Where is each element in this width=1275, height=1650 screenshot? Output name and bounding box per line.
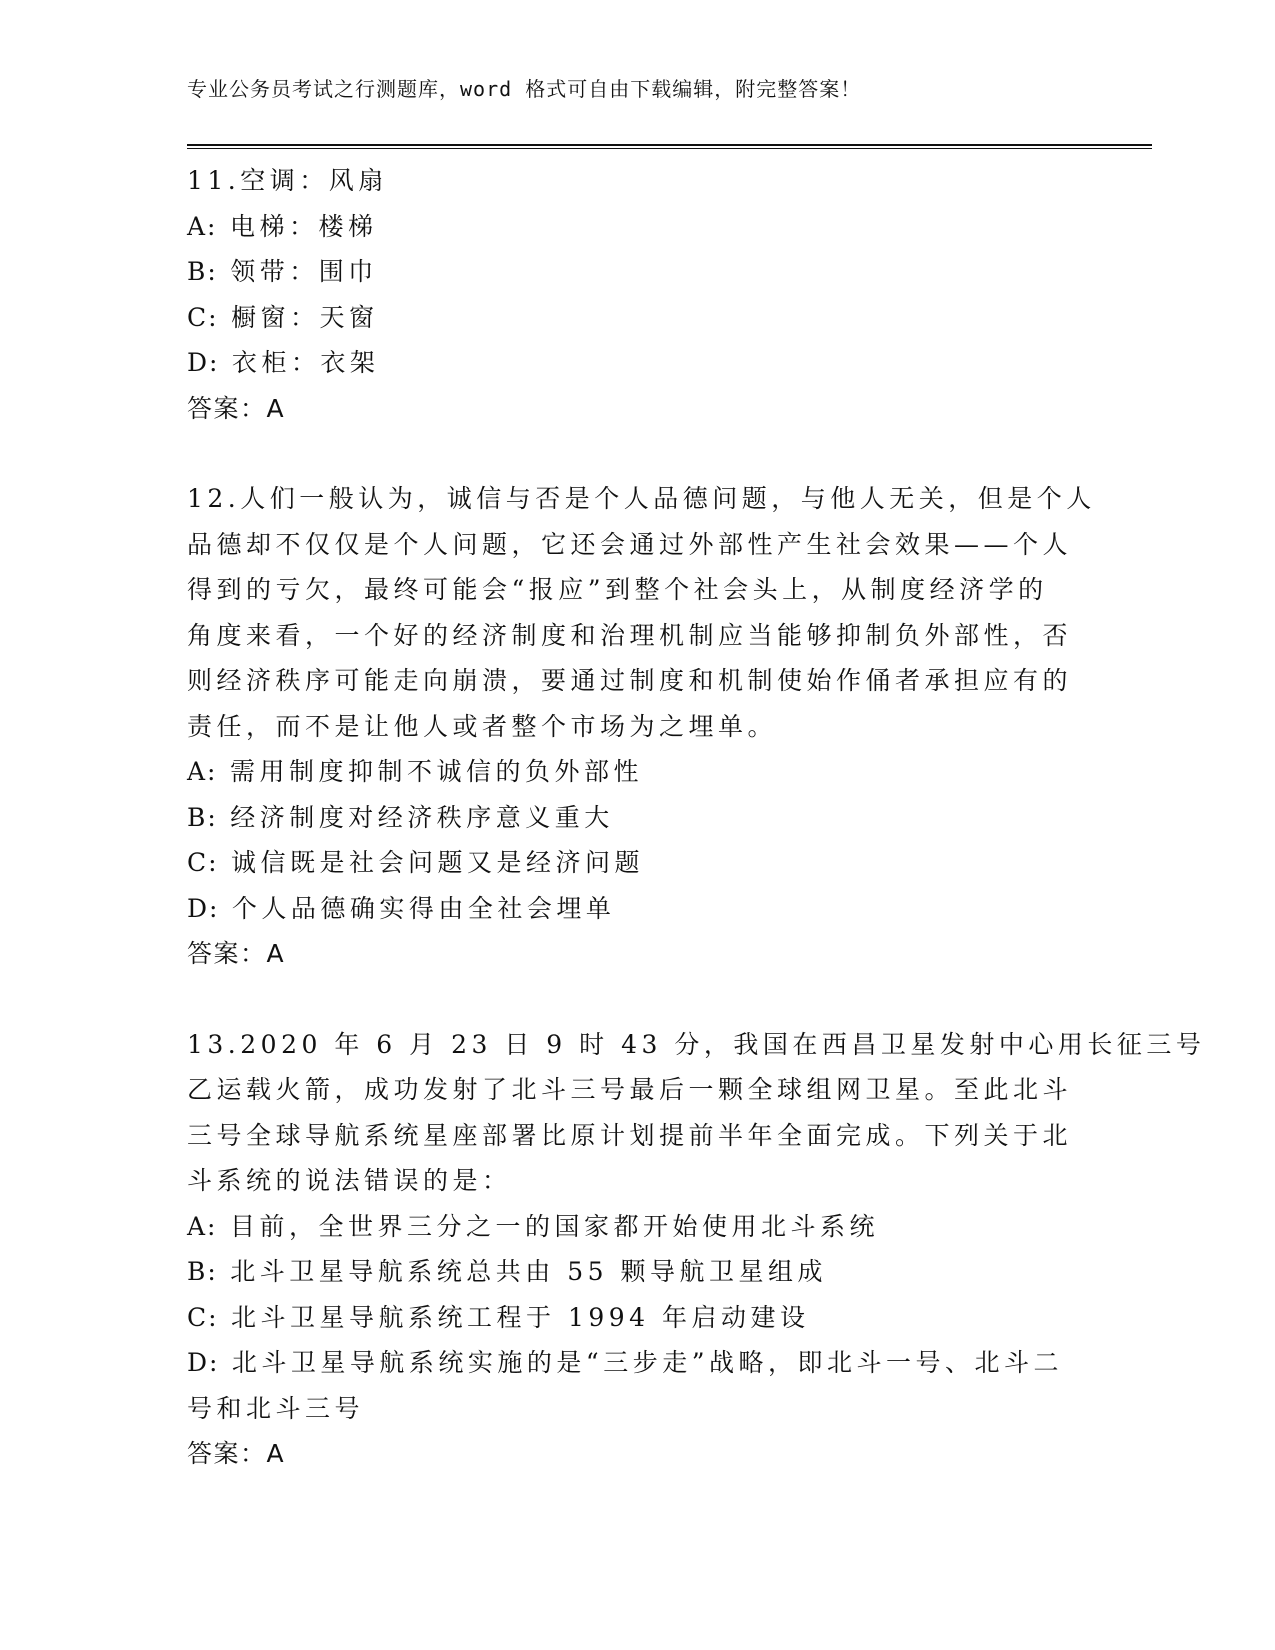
option-c (187, 840, 1087, 886)
option-key: C: (187, 302, 219, 332)
option-key: B: (187, 1257, 218, 1286)
option-key: D: (187, 348, 220, 377)
option-b (187, 1249, 1087, 1295)
option-a (187, 204, 1087, 250)
question-stem-line: 角度来看，一个好的经济制度和治理机制应当能够抑制负外部性，否 (187, 620, 1073, 650)
option-text: 衣柜：衣架 (231, 348, 380, 377)
question-stem-line: 则经济秩序可能走向崩溃，要通过制度和机制使始作俑者承担应有的 (187, 666, 1073, 695)
option-text: 需用制度抑制不诚信的负外部性 (229, 757, 643, 786)
option-text: 北斗卫星导航系统总共由 55 颗导航卫星组成 (230, 1257, 827, 1286)
answer: 答案：A (187, 939, 286, 968)
question-stem-line: 斗系统的说法错误的是： (187, 1166, 512, 1195)
answer: 答案：A (187, 393, 286, 423)
question-stem-line: 品德却不仅仅是个人问题，它还会通过外部性产生社会效果——个人 (187, 529, 1073, 559)
question-stem-line: 责任，而不是让他人或者整个市场为之埋单。 (187, 711, 778, 741)
option-text: 北斗卫星导航系统实施的是“三步走”战略，即北斗一号、北斗二 (231, 1348, 1063, 1377)
header-divider (187, 144, 1152, 149)
option-d (187, 886, 1087, 932)
option-c (187, 1295, 1087, 1341)
option-text: 经济制度对经济秩序意义重大 (230, 802, 614, 832)
option-b (187, 795, 1087, 841)
option-text: 目前，全世界三分之一的国家都开始使用北斗系统 (229, 1211, 879, 1241)
option-text: 诚信既是社会问题又是经济问题 (231, 848, 645, 877)
question-stem-line: 乙运载火箭，成功发射了北斗三号最后一颗全球组网卫星。至此北斗 (187, 1075, 1073, 1104)
question-stem-line: 13.2020 年 6 月 23 日 9 时 43 分，我国在西昌卫星发射中心用长征三号 (187, 1029, 1206, 1059)
question-stem-line: 得到的亏欠，最终可能会“报应”到整个社会头上，从制度经济学的 (187, 575, 1048, 604)
option-key: A: (187, 1211, 218, 1241)
option-key: B: (187, 257, 218, 286)
option-d (187, 1340, 1087, 1386)
option-key: C: (187, 1302, 219, 1332)
option-key: C: (187, 848, 219, 877)
option-text: 个人品德确实得由全社会埋单 (231, 893, 616, 923)
option-text: 北斗卫星导航系统工程于 1994 年启动建设 (231, 1302, 810, 1332)
question-12 (187, 476, 1096, 977)
option-key: A: (187, 757, 218, 786)
option-key: B: (187, 802, 218, 832)
option-key: D: (187, 893, 220, 923)
option-key: D: (187, 1348, 220, 1377)
option-a (187, 1204, 1087, 1250)
answer: 答案：A (187, 1439, 286, 1468)
page-header: 专业公务员考试之行测题库，word 格式可自由下载编辑，附完整答案！ (187, 77, 862, 101)
option-b (187, 249, 1087, 295)
question-stem-line: 12.人们一般认为，诚信与否是个人品德问题，与他人无关，但是个人 (187, 484, 1096, 513)
option-text: 橱窗：天窗 (231, 302, 379, 332)
option-d (187, 340, 1087, 386)
question-11 (187, 158, 1087, 431)
option-key: A: (187, 211, 218, 241)
option-text: 领带：围巾 (230, 257, 378, 286)
option-text: 电梯：楼梯 (229, 211, 378, 241)
question-13 (187, 1022, 1206, 1477)
question-stem-line: 三号全球导航系统星座部署比原计划提前半年全面完成。下列关于北 (187, 1120, 1073, 1150)
option-c (187, 295, 1087, 341)
option-a (187, 749, 1087, 795)
option-d-continued: 号和北斗三号 (187, 1393, 365, 1423)
question-stem: 11.空调：风扇 (187, 166, 388, 195)
question-list (187, 158, 1206, 1477)
